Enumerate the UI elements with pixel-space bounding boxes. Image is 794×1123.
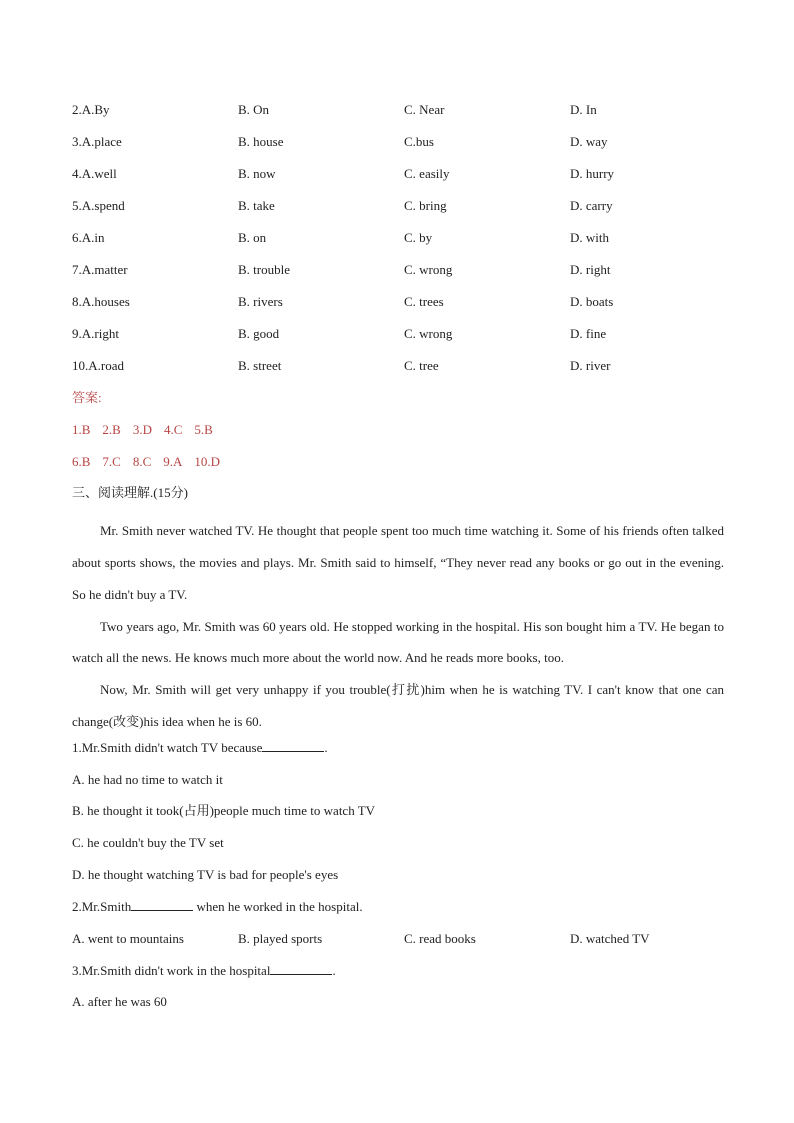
option-row bbox=[72, 260, 724, 292]
question-1-stem: 1.Mr.Smith didn't watch TV because bbox=[72, 739, 263, 755]
option-row bbox=[72, 324, 724, 356]
option-cell: 4.A.well bbox=[72, 166, 117, 181]
option-cell: D. hurry bbox=[570, 166, 615, 181]
passage-paragraph-1: Mr. Smith never watched TV. He thought that people spent too much time watching it. Some of his friends often talked about sports shows, the movies and plays. Mr. Smith said to himself, “They never read any books or go out in the evening. So he didn't buy a TV. bbox=[72, 523, 724, 602]
question-2 bbox=[72, 897, 724, 929]
answer-item: 5.B bbox=[194, 421, 213, 437]
question-1-blank bbox=[262, 739, 324, 752]
option-cell: C. Near bbox=[404, 102, 445, 117]
option-cell: C.bus bbox=[404, 134, 434, 149]
answer-item: 10.D bbox=[194, 453, 221, 469]
answer-item: 6.B bbox=[72, 453, 91, 469]
answers-row-1 bbox=[72, 420, 724, 452]
option-cell: D. right bbox=[570, 262, 611, 277]
option-cell: C. easily bbox=[404, 166, 450, 181]
question-1 bbox=[72, 738, 724, 770]
option-cell: B. rivers bbox=[238, 294, 283, 309]
passage-paragraph-2: Two years ago, Mr. Smith was 60 years old. He stopped working in the hospital. His son bought him a TV. He began to watch all the news. He knows much more about the world now. And he reads more books, too. bbox=[72, 618, 724, 666]
option-cell: B. On bbox=[238, 102, 270, 117]
question-2-choice-a: A. went to mountains bbox=[72, 930, 184, 946]
option-cell: B. now bbox=[238, 166, 276, 181]
option-cell: C. tree bbox=[404, 358, 439, 373]
passage-paragraph-3: Now, Mr. Smith will get very unhappy if you trouble(打扰)him when he is watching TV. I can't know that one can change(改变)his idea when he is 60. bbox=[72, 682, 724, 729]
option-cell: 5.A.spend bbox=[72, 198, 125, 213]
question-1-choice-c: C. he couldn't buy the TV set bbox=[72, 835, 224, 851]
option-cell: 10.A.road bbox=[72, 358, 124, 373]
option-row bbox=[72, 196, 724, 228]
option-cell: C. bring bbox=[404, 198, 447, 213]
option-cell: B. take bbox=[238, 198, 275, 213]
answer-item: 7.C bbox=[102, 453, 121, 469]
option-row bbox=[72, 100, 724, 132]
question-2-blank bbox=[131, 898, 193, 911]
answers-row-2 bbox=[72, 452, 724, 484]
question-3-blank bbox=[270, 962, 332, 975]
option-cell: C. wrong bbox=[404, 326, 453, 341]
option-cell: D. with bbox=[570, 230, 609, 245]
question-2-stem: 2.Mr.Smith bbox=[72, 898, 132, 914]
answer-item: 2.B bbox=[102, 421, 121, 437]
option-cell: C. by bbox=[404, 230, 433, 245]
answer-item: 4.C bbox=[163, 421, 183, 437]
question-1-choice-a: A. he had no time to watch it bbox=[72, 771, 223, 787]
option-cell: D. boats bbox=[570, 294, 614, 309]
option-cell: C. trees bbox=[404, 294, 444, 309]
question-2-choice-b: B. played sports bbox=[238, 930, 323, 946]
option-cell: B. house bbox=[238, 134, 284, 149]
answer-item: 1.B bbox=[72, 421, 91, 437]
answer-item: 3.D bbox=[132, 421, 152, 437]
answer-item: 8.C bbox=[132, 453, 152, 469]
exam-page bbox=[72, 100, 724, 1024]
option-row bbox=[72, 228, 724, 260]
option-cell: D. In bbox=[570, 102, 597, 117]
option-cell: B. good bbox=[238, 326, 280, 341]
option-cell: 7.A.matter bbox=[72, 262, 128, 277]
option-cell: C. wrong bbox=[404, 262, 453, 277]
answer-label: 答案: bbox=[72, 390, 102, 405]
option-row bbox=[72, 292, 724, 324]
question-2-end: when he worked in the hospital. bbox=[193, 898, 363, 914]
question-3 bbox=[72, 961, 724, 993]
option-cell: 3.A.place bbox=[72, 134, 122, 149]
answer-item: 9.A bbox=[163, 453, 183, 469]
question-1-end: . bbox=[324, 739, 328, 755]
option-cell: D. river bbox=[570, 358, 611, 373]
question-3-end: . bbox=[332, 962, 336, 978]
question-1-choice-b: B. he thought it took(占用)people much time to watch TV bbox=[72, 803, 376, 819]
section-heading: 三、阅读理解.(15分) bbox=[72, 485, 188, 501]
cloze-options-table bbox=[72, 100, 724, 388]
option-cell: B. on bbox=[238, 230, 267, 245]
option-cell: B. street bbox=[238, 358, 282, 373]
question-2-choices bbox=[72, 929, 724, 961]
option-cell: B. trouble bbox=[238, 262, 290, 277]
option-cell: D. fine bbox=[570, 326, 607, 341]
question-2-choice-c: C. read books bbox=[404, 930, 476, 946]
option-cell: 9.A.right bbox=[72, 326, 119, 341]
question-2-choice-d: D. watched TV bbox=[570, 930, 650, 946]
option-row bbox=[72, 164, 724, 196]
option-cell: D. way bbox=[570, 134, 608, 149]
option-cell: 6.A.in bbox=[72, 230, 105, 245]
question-3-choice-a: A. after he was 60 bbox=[72, 994, 167, 1010]
option-cell: D. carry bbox=[570, 198, 613, 213]
question-3-stem: 3.Mr.Smith didn't work in the hospital bbox=[72, 962, 271, 978]
option-cell: 2.A.By bbox=[72, 102, 110, 117]
option-row bbox=[72, 356, 724, 388]
option-cell: 8.A.houses bbox=[72, 294, 130, 309]
question-1-choice-d: D. he thought watching TV is bad for people's eyes bbox=[72, 866, 339, 882]
option-row bbox=[72, 132, 724, 164]
